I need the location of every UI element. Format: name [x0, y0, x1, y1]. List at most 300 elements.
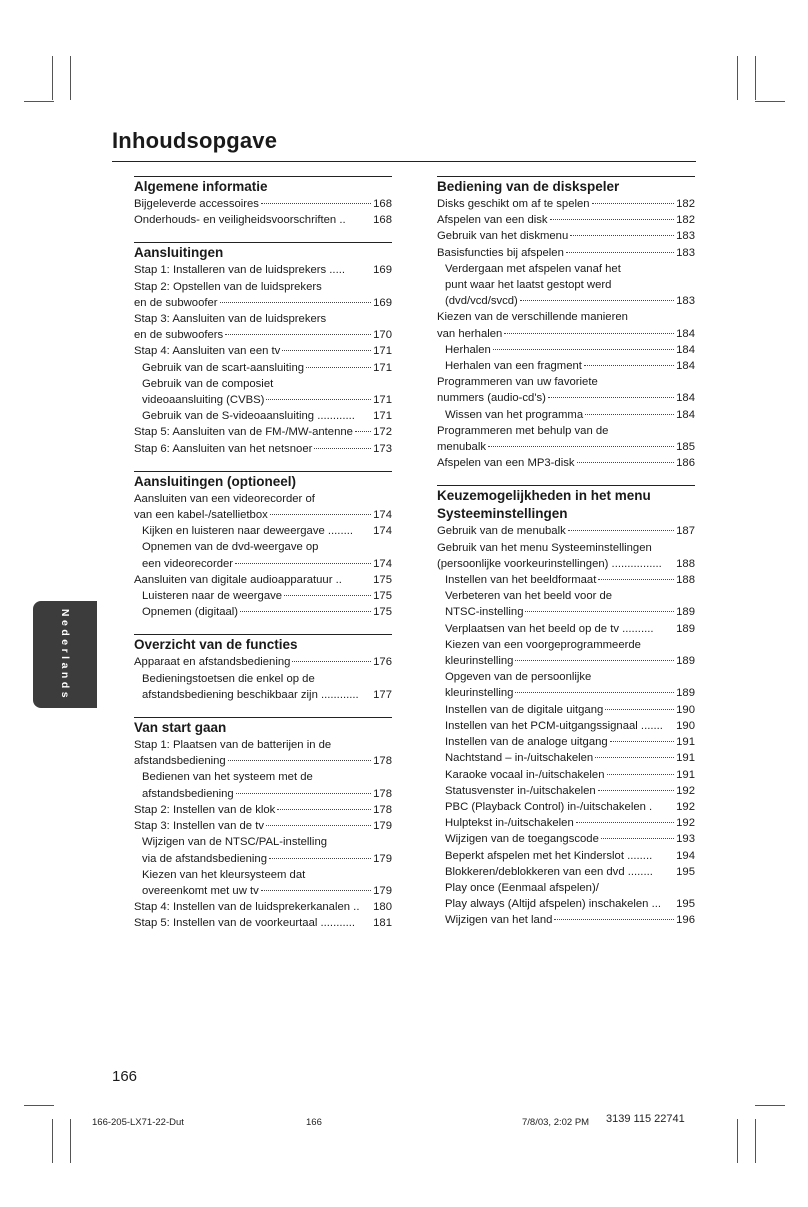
toc-entry-text: PBC (Playback Control) in-/uitschakelen . — [445, 800, 653, 813]
crop-mark — [70, 1119, 71, 1163]
toc-entry-page: 194 — [676, 849, 695, 862]
toc-entry — [437, 572, 695, 588]
toc-entry-page: 169 — [373, 264, 392, 277]
toc-entry-text: Verbeteren van het beeld voor de — [445, 590, 613, 603]
toc-entry-text: Gebruik van de scart-aansluiting — [142, 361, 305, 374]
toc-entry-text: punt waar het laatst gestopt werd — [445, 279, 612, 292]
toc-entry-text: Wijzigen van het land — [445, 914, 553, 927]
toc-entry — [437, 523, 695, 539]
crop-mark — [755, 1119, 756, 1163]
crop-mark — [52, 1119, 53, 1163]
toc-entry-text: Opnemen van de dvd-weergave op — [142, 541, 319, 554]
toc-entry-text: kleurinstelling — [445, 687, 514, 700]
toc-entry-page: 190 — [676, 719, 695, 732]
toc-entry-text: Stap 5: Instellen van de voorkeurtaal ........... — [134, 917, 356, 930]
toc-entry-text: (persoonlijke voorkeurinstellingen) ................ — [437, 557, 662, 570]
toc-entry-page: 191 — [676, 752, 695, 765]
toc-entry-text: Beperkt afspelen met het Kinderslot ........ — [445, 849, 653, 862]
toc-entry — [134, 327, 392, 343]
toc-entry-text: Luisteren naar de weergave — [142, 590, 283, 603]
toc-entry — [134, 424, 392, 440]
toc-entry-text: en de subwoofer — [134, 296, 218, 309]
section-heading-text: Bediening van de diskspeler — [437, 179, 620, 194]
toc-entry — [134, 196, 392, 212]
toc-entry-text: NTSC-instelling — [445, 606, 524, 619]
toc-entry — [437, 196, 695, 212]
dot-leader — [240, 611, 371, 612]
crop-mark — [24, 101, 54, 102]
toc-entry-text: Basisfuncties bij afspelen — [437, 246, 564, 259]
toc-entry-page: 178 — [373, 787, 392, 800]
toc-entry-page: 185 — [676, 441, 695, 454]
toc-entry-text: Kiezen van de verschillende manieren — [437, 311, 628, 324]
toc-entry — [437, 750, 695, 766]
toc-entry-text: Wijzigen van de toegangscode — [445, 833, 599, 846]
toc-entry-page: 179 — [373, 884, 392, 897]
dot-leader — [598, 790, 674, 791]
toc-entry-page: 184 — [676, 343, 695, 356]
toc-entry-text: Verdergaan met afspelen vanaf het — [445, 262, 621, 275]
toc-entry-page: 190 — [676, 703, 695, 716]
toc-entry-text: Stap 4: Aansluiten van een tv — [134, 345, 281, 358]
section-heading-text: Keuzemogelijkheden in het menu — [437, 488, 651, 504]
crop-mark — [52, 56, 53, 100]
toc-entry-text: Opgeven van de persoonlijke — [445, 671, 592, 684]
dot-leader — [576, 822, 674, 823]
toc-entry-page: 174 — [373, 525, 392, 538]
toc-entry — [437, 604, 695, 620]
toc-column-left — [134, 176, 392, 946]
toc-entry — [134, 588, 392, 604]
section-heading-text: Overzicht van de functies — [134, 637, 298, 653]
toc-entry-page: 195 — [676, 865, 695, 878]
toc-entry — [437, 390, 695, 406]
toc-entry-text: van een kabel-/satellietbox — [134, 509, 268, 522]
toc-entry — [437, 685, 695, 701]
toc-entry-page: 169 — [373, 296, 392, 309]
dot-leader — [277, 809, 371, 810]
toc-entry-page: 188 — [676, 574, 695, 587]
toc-entry-page: 171 — [373, 361, 392, 374]
toc-entry-page: 188 — [676, 557, 695, 570]
toc-entry — [134, 523, 392, 539]
toc-entry-text: Blokkeren/deblokkeren van een dvd ........ — [445, 865, 653, 878]
toc-entry-text: Apparaat en afstandsbediening — [134, 656, 291, 669]
dot-leader — [595, 757, 674, 758]
toc-entry-page: 181 — [373, 917, 392, 930]
toc-entry — [134, 491, 392, 507]
toc-entry-text: Stap 5: Aansluiten van de FM-/MW-antenne — [134, 426, 353, 439]
toc-entry-page: 171 — [373, 345, 392, 358]
dot-leader — [585, 414, 674, 415]
toc-entry-page: 183 — [676, 246, 695, 259]
toc-entry-text: nummers (audio-cd's) — [437, 392, 546, 405]
crop-mark — [24, 1105, 54, 1106]
toc-entry-text: Afspelen van een disk — [437, 214, 548, 227]
dot-leader — [566, 252, 674, 253]
toc-entry — [437, 588, 695, 604]
toc-entry-page: 175 — [373, 573, 392, 586]
toc-section — [134, 242, 392, 456]
toc-entry-text: Verplaatsen van het beeld op de tv .......... — [445, 622, 654, 635]
dot-leader — [592, 203, 675, 204]
title-rule — [112, 161, 696, 162]
toc-entry-text: (dvd/vcd/svcd) — [445, 295, 518, 308]
dot-leader — [355, 431, 371, 432]
toc-entry-page: 179 — [373, 820, 392, 833]
toc-entry — [437, 245, 695, 261]
dot-leader — [598, 579, 674, 580]
dot-leader — [220, 302, 372, 303]
toc-entry-page: 193 — [676, 833, 695, 846]
toc-entry-text: kleurinstelling — [445, 655, 514, 668]
toc-entry — [134, 654, 392, 670]
toc-entry-text: Gebruik van de composiet — [142, 377, 274, 390]
dot-leader — [525, 611, 674, 612]
toc-entry-page: 182 — [676, 198, 695, 210]
toc-entry — [437, 293, 695, 309]
toc-entry — [437, 309, 695, 325]
toc-entry — [437, 702, 695, 718]
toc-entry — [437, 718, 695, 734]
toc-entry-page: 186 — [676, 457, 695, 470]
toc-entry — [437, 864, 695, 880]
dot-leader — [548, 397, 674, 398]
toc-entry — [437, 815, 695, 831]
toc-entry — [134, 851, 392, 867]
toc-entry-page: 191 — [676, 736, 695, 749]
toc-entry — [437, 637, 695, 653]
toc-entry-text: Programmeren van uw favoriete — [437, 376, 598, 389]
toc-entry-text: Wissen van het programma — [445, 408, 584, 421]
toc-entry-text: Play once (Eenmaal afspelen)/ — [445, 881, 599, 894]
toc-entry — [437, 423, 695, 439]
footer-page: 166 — [306, 1117, 322, 1128]
toc-entry-page: 168 — [373, 214, 392, 227]
dot-leader — [292, 661, 371, 662]
toc-entry-page: 189 — [676, 622, 695, 635]
toc-entry-page: 178 — [373, 755, 392, 768]
dot-leader — [314, 448, 371, 449]
dot-leader — [520, 300, 674, 301]
toc-entry-page: 171 — [373, 394, 392, 407]
dot-leader — [504, 333, 674, 334]
toc-entry-page: 189 — [676, 606, 695, 619]
toc-entry-page: 192 — [676, 784, 695, 797]
crop-mark — [755, 56, 756, 100]
toc-entry — [134, 572, 392, 588]
toc-entry — [437, 783, 695, 799]
toc-entry-text: Kiezen van het kleursysteem dat — [142, 868, 306, 881]
toc-entry — [437, 342, 695, 358]
toc-section — [437, 176, 695, 471]
toc-entry-page: 184 — [676, 392, 695, 405]
toc-entry-text: Stap 4: Instellen van de luidsprekerkanalen .. — [134, 901, 360, 914]
toc-entry-text: Stap 1: Installeren van de luidsprekers ..... — [134, 264, 345, 277]
dot-leader — [570, 235, 674, 236]
toc-entry-text: Stap 2: Opstellen van de luidsprekers — [134, 280, 322, 293]
footer-file: 166-205-LX71-22-Dut — [92, 1117, 184, 1128]
dot-leader — [266, 399, 371, 400]
toc-entry-page: 178 — [373, 803, 392, 816]
toc-entry-text: menubalk — [437, 441, 486, 454]
toc-entry-page: 189 — [676, 655, 695, 668]
toc-entry-page: 177 — [373, 688, 392, 701]
dot-leader — [610, 741, 674, 742]
section-heading-text: Van start gaan — [134, 720, 227, 736]
section-heading — [134, 634, 392, 654]
footer-date: 7/8/03, 2:02 PM — [522, 1117, 590, 1128]
toc-entry — [437, 439, 695, 455]
toc-entry-text: Opnemen (digitaal) — [142, 606, 239, 619]
toc-entry-text: overeenkomt met uw tv — [142, 884, 259, 897]
toc-entry-text: Instellen van het beeldformaat — [445, 574, 597, 587]
footer-code: 3139 115 22741 — [606, 1113, 685, 1125]
toc-entry-page: 171 — [373, 410, 392, 423]
toc-entry-text: Bedieningstoetsen die enkel op de — [142, 672, 315, 685]
dot-leader — [554, 919, 674, 920]
toc-entry-page: 182 — [676, 214, 695, 227]
toc-entry-page: 183 — [676, 230, 695, 243]
toc-section — [437, 485, 695, 928]
dot-leader — [270, 514, 371, 515]
toc-entry — [437, 261, 695, 277]
section-heading — [134, 176, 392, 196]
toc-entry — [437, 556, 695, 572]
toc-entry-page: 184 — [676, 408, 695, 421]
toc-section — [134, 717, 392, 931]
toc-entry-text: Programmeren met behulp van de — [437, 424, 609, 437]
dot-leader — [306, 367, 371, 368]
dot-leader — [493, 349, 674, 350]
toc-entry — [437, 326, 695, 342]
toc-entry — [134, 753, 392, 769]
toc-entry — [134, 834, 392, 850]
dot-leader — [236, 793, 371, 794]
toc-entry — [437, 653, 695, 669]
toc-entry — [134, 376, 392, 392]
page-number: 166 — [112, 1068, 138, 1085]
section-heading — [134, 717, 392, 737]
toc-entry-text: Herhalen van een fragment — [445, 360, 582, 373]
toc-entry — [437, 228, 695, 244]
toc-entry-text: Disks geschikt om af te spelen — [437, 198, 590, 210]
toc-entry-text: Aansluiten van een videorecorder of — [134, 492, 315, 505]
toc-entry — [134, 360, 392, 376]
toc-entry — [134, 915, 392, 931]
toc-entry — [437, 880, 695, 896]
toc-entry — [134, 279, 392, 295]
dot-leader — [261, 890, 371, 891]
toc-entry-text: van herhalen — [437, 327, 503, 340]
toc-entry-text: Karaoke vocaal in-/uitschakelen — [445, 768, 605, 781]
toc-entry-page: 174 — [373, 557, 392, 570]
toc-entry-text: Nachtstand – in-/uitschakelen — [445, 752, 594, 765]
toc-entry-text: Play always (Altijd afspelen) inschakelen ... — [445, 898, 661, 911]
toc-entry-text: Wijzigen van de NTSC/PAL-instelling — [142, 836, 328, 849]
toc-entry — [134, 737, 392, 753]
toc-entry-text: Instellen van het PCM-uitgangssignaal ....... — [445, 719, 663, 732]
section-heading — [437, 485, 695, 523]
toc-section — [134, 176, 392, 228]
toc-entry — [437, 669, 695, 685]
toc-entry-text: Gebruik van de menubalk — [437, 525, 566, 538]
toc-entry — [134, 604, 392, 620]
toc-entry — [437, 734, 695, 750]
toc-entry — [134, 408, 392, 424]
toc-entry-text: Gebruik van de S-videoaansluiting ............ — [142, 410, 355, 423]
crop-mark — [737, 1119, 738, 1163]
toc-entry — [134, 786, 392, 802]
toc-entry-page: 175 — [373, 590, 392, 603]
toc-entry — [134, 507, 392, 523]
dot-leader — [225, 334, 371, 335]
toc-entry-page: 192 — [676, 817, 695, 830]
toc-entry-text: Stap 1: Plaatsen van de batterijen in de — [134, 739, 332, 752]
toc-entry — [134, 818, 392, 834]
toc-entry-page: 187 — [676, 525, 695, 538]
dot-leader — [235, 563, 371, 564]
toc-entry — [437, 277, 695, 293]
dot-leader — [584, 365, 674, 366]
toc-entry — [134, 899, 392, 915]
toc-entry — [437, 831, 695, 847]
dot-leader — [550, 219, 675, 220]
page-title: Inhoudsopgave — [112, 128, 278, 153]
toc-entry-text: Stap 2: Instellen van de klok — [134, 803, 276, 816]
toc-entry-text: Stap 6: Aansluiten van het netsnoer — [134, 442, 313, 455]
toc-entry-page: 196 — [676, 914, 695, 927]
dot-leader — [261, 203, 371, 204]
toc-entry-text: Herhalen — [445, 343, 491, 356]
dot-leader — [577, 462, 675, 463]
toc-entry — [134, 539, 392, 555]
toc-entry — [134, 392, 392, 408]
toc-entry-page: 175 — [373, 606, 392, 619]
dot-leader — [228, 760, 371, 761]
toc-entry — [437, 848, 695, 864]
toc-entry — [437, 455, 695, 471]
section-heading — [134, 242, 392, 262]
toc-entry — [437, 767, 695, 783]
toc-entry-text: Onderhouds- en veiligheidsvoorschriften .. — [134, 214, 346, 227]
toc-entry-page: 184 — [676, 360, 695, 373]
toc-entry-text: Gebruik van het diskmenu — [437, 230, 569, 243]
toc-entry-text: Stap 3: Aansluiten van de luidsprekers — [134, 313, 327, 326]
dot-leader — [488, 446, 674, 447]
toc-entry — [437, 621, 695, 637]
toc-entry — [437, 540, 695, 556]
toc-entry-page: 170 — [373, 329, 392, 342]
crop-mark — [737, 56, 738, 100]
toc-column-right — [437, 176, 695, 943]
crop-mark — [70, 56, 71, 100]
toc-entry — [134, 687, 392, 703]
section-heading-text: Aansluitingen (optioneel) — [134, 473, 296, 489]
toc-entry-page: 173 — [373, 442, 392, 455]
toc-entry-text: Afspelen van een MP3-disk — [437, 457, 575, 470]
toc-entry — [437, 799, 695, 815]
toc-entry-text: Statusvenster in-/uitschakelen — [445, 784, 596, 797]
toc-entry-page: 180 — [373, 901, 392, 914]
toc-entry — [134, 802, 392, 818]
toc-entry-page: 189 — [676, 687, 695, 700]
section-heading-text: Algemene informatie — [134, 179, 268, 194]
dot-leader — [605, 709, 674, 710]
toc-entry-text: Kiezen van een voorgeprogrammeerde — [445, 638, 641, 651]
dot-leader — [282, 350, 371, 351]
toc-section — [134, 471, 392, 621]
toc-entry-page: 168 — [373, 198, 392, 210]
toc-entry-page: 191 — [676, 768, 695, 781]
toc-entry-text: Bedienen van het systeem met de — [142, 771, 313, 784]
dot-leader — [568, 530, 674, 531]
toc-entry-page: 179 — [373, 852, 392, 865]
toc-entry-text: Instellen van de digitale uitgang — [445, 703, 604, 716]
toc-entry — [134, 441, 392, 457]
toc-entry-text: via de afstandsbediening — [142, 852, 267, 865]
toc-entry-text: Gebruik van het menu Systeeminstellingen — [437, 541, 652, 554]
dot-leader — [266, 825, 371, 826]
toc-entry-text: Stap 3: Instellen van de tv — [134, 820, 264, 833]
section-heading-text: Systeeminstellingen — [437, 506, 568, 522]
dot-leader — [515, 692, 674, 693]
toc-entry — [134, 311, 392, 327]
toc-entry — [437, 912, 695, 928]
toc-entry — [437, 407, 695, 423]
toc-section — [134, 634, 392, 703]
toc-entry-text: Kijken en luisteren naar deweergave ........ — [142, 525, 353, 538]
toc-entry-page: 172 — [373, 426, 392, 439]
section-heading — [437, 176, 695, 196]
toc-entry-text: Aansluiten van digitale audioapparatuur .. — [134, 573, 342, 586]
toc-entry-page: 183 — [676, 295, 695, 308]
toc-entry — [437, 358, 695, 374]
toc-entry — [134, 343, 392, 359]
crop-mark — [755, 1105, 785, 1106]
toc-entry-text: afstandsbediening beschikbaar zijn ............ — [142, 688, 359, 701]
toc-entry-text: Instellen van de analoge uitgang — [445, 736, 608, 749]
toc-entry — [437, 896, 695, 912]
toc-entry-page: 176 — [373, 656, 392, 669]
toc-entry-text: afstandsbediening — [134, 755, 226, 768]
dot-leader — [284, 595, 371, 596]
toc-entry-text: videoaansluiting (CVBS) — [142, 394, 265, 407]
toc-entry-text: Bijgeleverde accessoires — [134, 198, 259, 210]
toc-entry — [134, 883, 392, 899]
section-heading — [134, 471, 392, 491]
toc-entry-text: een videorecorder — [142, 557, 234, 570]
toc-entry — [437, 374, 695, 390]
toc-entry — [437, 212, 695, 228]
toc-entry — [134, 212, 392, 228]
toc-entry — [134, 769, 392, 785]
language-tab — [33, 601, 97, 708]
toc-entry-text: afstandsbediening — [142, 787, 234, 800]
toc-entry-page: 184 — [676, 327, 695, 340]
language-tab-label: Nederlands — [59, 608, 71, 701]
crop-mark — [755, 101, 785, 102]
section-heading-text: Aansluitingen — [134, 245, 224, 261]
toc-entry-page: 192 — [676, 800, 695, 813]
toc-entry — [134, 671, 392, 687]
toc-entry — [134, 867, 392, 883]
toc-entry-text: en de subwoofers — [134, 329, 224, 342]
toc-entry — [134, 556, 392, 572]
dot-leader — [601, 838, 674, 839]
toc-entry — [134, 295, 392, 311]
toc-entry — [134, 262, 392, 278]
